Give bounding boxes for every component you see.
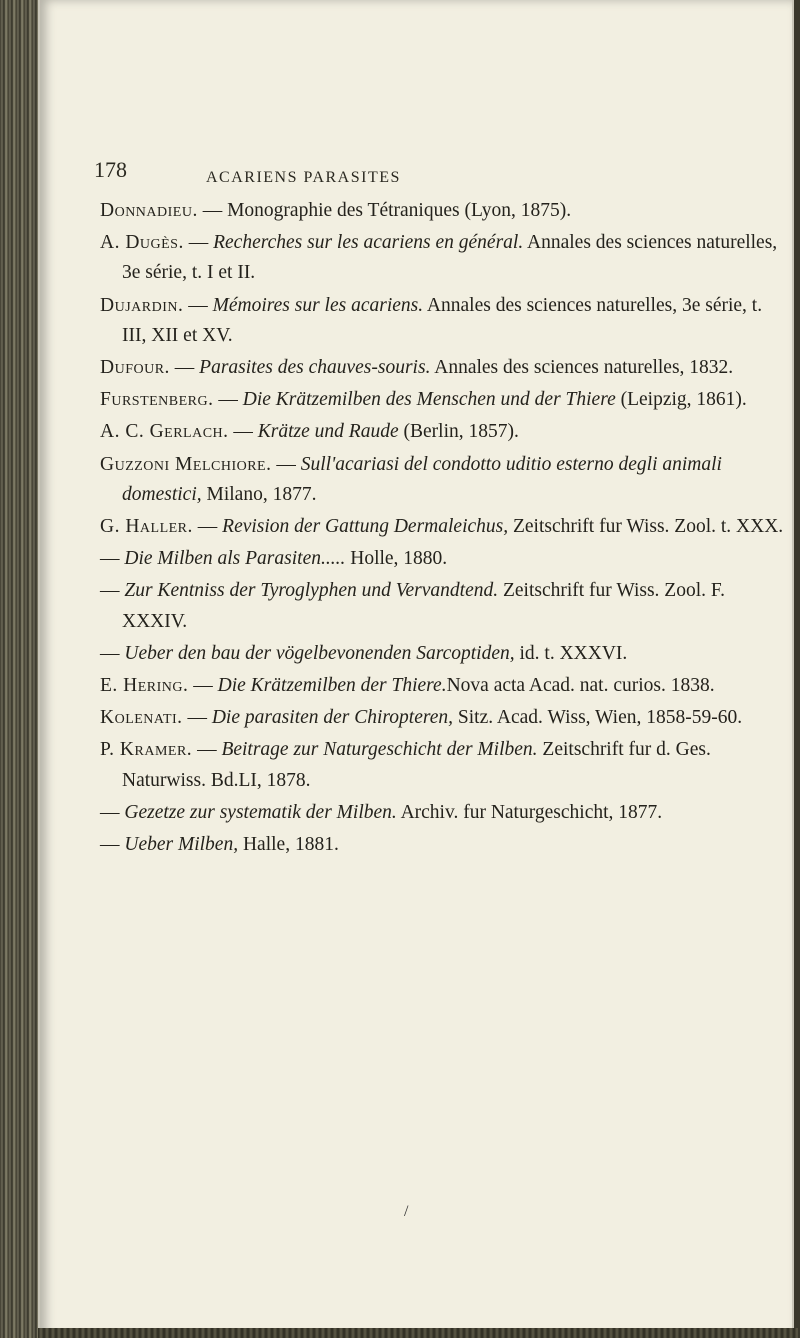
bibliography-entry <box>100 291 790 351</box>
page-header <box>94 157 734 193</box>
entry-details: Holle, 1880. <box>345 548 448 570</box>
entry-title: Sull'acariasi del condotto uditio esterno degli animali domestici, <box>122 453 722 505</box>
running-title: ACARIENS PARASITES <box>206 169 401 186</box>
entry-dash: — <box>271 453 301 475</box>
bibliography-entry <box>100 639 790 669</box>
entry-details: Zeitschrift fur d. Ges. Naturwiss. Bd.LI, 1878. <box>122 739 711 791</box>
entry-dash: — <box>228 421 258 443</box>
entry-dash: — <box>188 675 218 697</box>
bibliography-entry <box>100 353 790 383</box>
entry-title: Beitrage zur Naturgeschicht der Milben. <box>221 739 538 761</box>
entry-title: Recherches sur les acariens en général. <box>213 232 524 254</box>
entry-dash: — <box>100 801 125 823</box>
bibliography-entry <box>100 576 790 636</box>
bibliography-entry <box>100 703 790 733</box>
entry-title: Die Milben als Parasiten..... <box>124 548 346 570</box>
entry-details: Nova acta Acad. nat. curios. 1838. <box>446 675 715 697</box>
bibliography-entry <box>100 735 790 795</box>
entry-details: Annales des sciences naturelles, 3e série, t. III, XII et XV. <box>122 294 763 346</box>
entry-details: Annales des sciences naturelles, 1832. <box>430 357 734 379</box>
bibliography-entry <box>100 228 790 288</box>
entry-author: E. Hering. <box>100 675 189 697</box>
entry-dash: — <box>100 580 125 602</box>
entry-author: Furstenberg. <box>100 389 214 411</box>
entry-dash: — <box>183 294 213 316</box>
page-number: 178 <box>94 157 127 182</box>
entry-dash: — <box>100 548 125 570</box>
entry-details: Milano, 1877. <box>201 483 317 505</box>
entry-details: Sitz. Acad. Wiss, Wien, 1858-59-60. <box>453 707 743 729</box>
bibliography-entry <box>100 671 790 701</box>
bibliography-entry <box>100 385 790 415</box>
entry-author: A. Dugès. <box>100 232 184 254</box>
bibliography-entry <box>100 830 790 860</box>
entry-details: Zeitschrift fur Wiss. Zool. t. XXX. <box>508 516 784 538</box>
bibliography-entry <box>100 512 790 542</box>
bibliography-list <box>100 196 790 862</box>
entry-dash: — <box>100 642 125 664</box>
entry-dash: — <box>100 834 125 856</box>
entry-dash: — <box>182 707 212 729</box>
entry-title: Die Krätzemilben der Thiere. <box>217 675 447 697</box>
entry-title: Mémoires sur les acariens. <box>212 294 424 316</box>
entry-details: Archiv. fur Naturgeschicht, 1877. <box>396 801 663 823</box>
entry-author: Dujardin. <box>100 294 184 316</box>
entry-dash: — <box>183 232 214 254</box>
bibliography-entry <box>100 417 790 447</box>
entry-details: Annales des sciences naturelles, 3e série, t. I et II. <box>122 232 778 284</box>
entry-details: Monographie des Tétraniques (Lyon, 1875). <box>227 200 572 221</box>
bibliography-entry <box>100 798 790 828</box>
stray-mark: / <box>404 1203 409 1220</box>
entry-author: G. Haller. <box>100 516 193 538</box>
entry-title: Revision der Gattung Dermaleichus, <box>222 516 509 538</box>
entry-author: A. C. Gerlach. <box>100 421 229 443</box>
entry-author: Donnadieu. <box>100 200 198 221</box>
entry-title: Gezetze zur systematik der Milben. <box>124 801 397 823</box>
bibliography-entry <box>100 544 790 574</box>
entry-title: Die Krätzemilben des Menschen und der Thiere <box>242 389 616 411</box>
bibliography-entry <box>100 196 790 226</box>
entry-dash: — <box>197 200 228 221</box>
entry-title: Die parasiten der Chiropteren, <box>211 707 454 729</box>
bibliography-entry <box>100 450 790 510</box>
entry-title: Krätze und Raude <box>257 421 399 443</box>
entry-title: Ueber den bau der vögelbevonenden Sarcoptiden, <box>124 642 515 664</box>
entry-author: Dufour. <box>100 357 170 379</box>
entry-title: Ueber Milben, <box>124 834 239 856</box>
entry-title: Zur Kentniss der Tyroglyphen und Vervandtend. <box>124 580 499 602</box>
entry-details: Zeitschrift fur Wiss. Zool. F. XXXIV. <box>122 580 726 632</box>
entry-title: Parasites des chauves-souris. <box>199 357 431 379</box>
scan-right-edge <box>794 0 800 1338</box>
entry-dash: — <box>192 739 222 761</box>
entry-author: Kolenati. <box>100 707 183 729</box>
entry-dash: — <box>192 516 223 538</box>
entry-author: Guzzoni Melchiore. <box>100 453 272 475</box>
entry-details: (Leipzig, 1861). <box>615 389 747 411</box>
scan-bottom-edge <box>38 1328 798 1338</box>
entry-details: id. t. XXXVI. <box>514 642 628 664</box>
entry-dash: — <box>213 389 243 411</box>
entry-details: (Berlin, 1857). <box>398 421 519 443</box>
entry-author: P. Kramer. <box>100 739 193 761</box>
scan-binding-edge <box>0 0 38 1338</box>
entry-details: Halle, 1881. <box>238 834 339 856</box>
entry-dash: — <box>169 357 200 379</box>
